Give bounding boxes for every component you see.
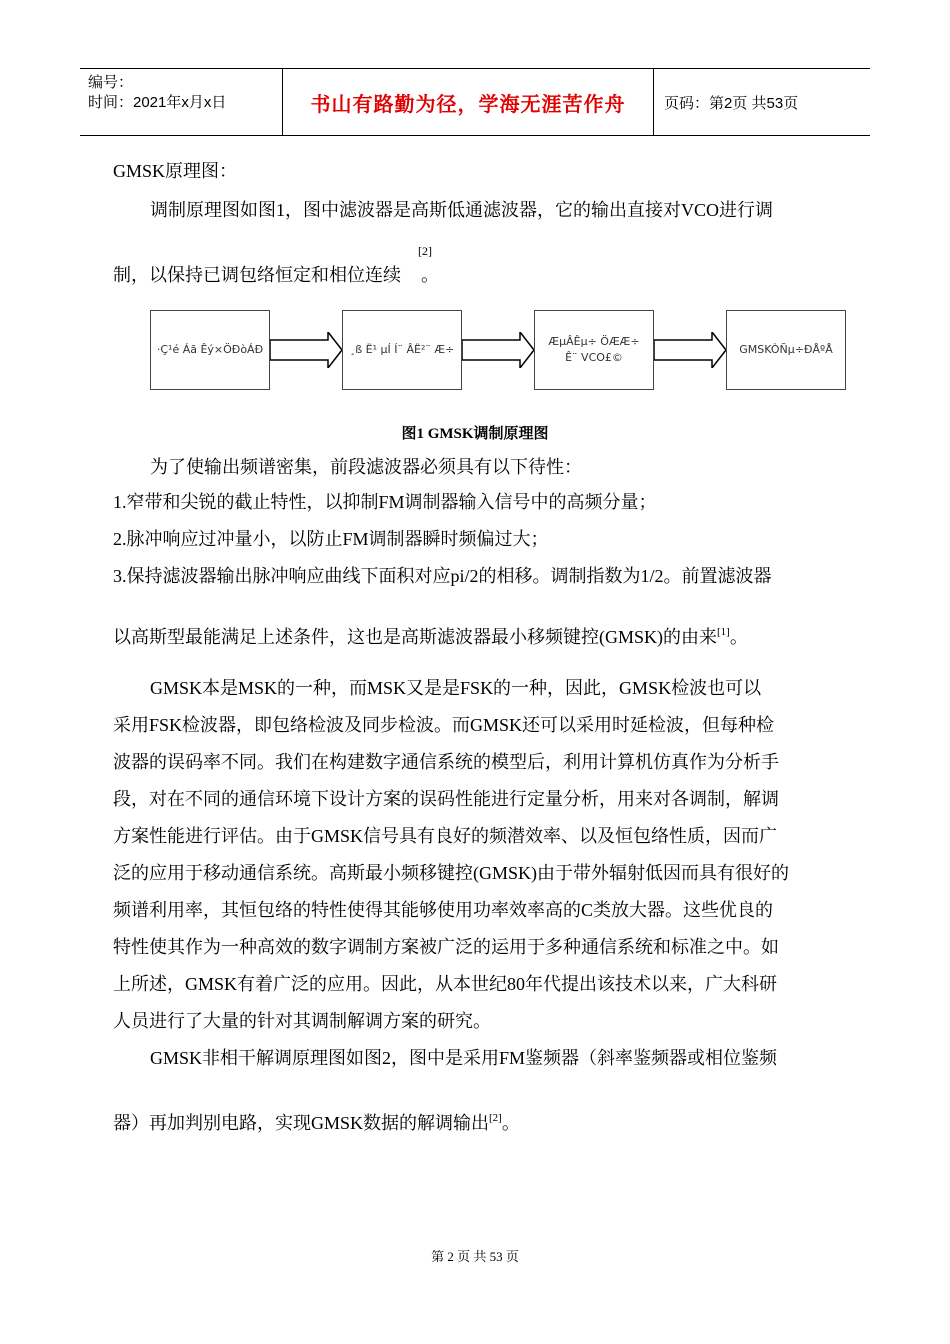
arrow-icon: [654, 332, 726, 368]
list-item: 1.窄带和尖锐的截止特性，以抑制FM调制器输入信号中的高频分量；: [113, 492, 657, 512]
header-page-label: 页码：第2页 共53页: [664, 94, 799, 112]
paragraph-line: 采用FSK检波器，即包络检波及同步检波。而GMSK还可以采用时延检波，但每种检: [113, 715, 775, 735]
section-heading: GMSK原理图：: [113, 161, 238, 181]
page-header: [80, 68, 870, 136]
diagram-box-input: [150, 310, 270, 390]
diagram-box-vco: [534, 310, 654, 390]
citation-ref: [2]: [418, 244, 432, 258]
paragraph-line: 方案性能进行评估。由于GMSK信号具有良好的频潜效率、以及恒包络性质，因而广: [113, 826, 778, 846]
arrow-icon: [270, 332, 342, 368]
date-label: 时间：2021年x月x日: [88, 94, 227, 111]
header-motto: 书山有路勤为径，学海无涯苦作舟: [282, 69, 654, 135]
paragraph-line: 段，对在不同的通信环境下设计方案的误码性能进行定量分析，用来对各调制，解调: [113, 789, 779, 809]
paragraph-text: 器）再加判别电路，实现GMSK数据的解调输出: [113, 1113, 490, 1133]
paragraph-text: 。: [729, 627, 748, 647]
paragraph-text: 。: [501, 1113, 520, 1133]
paragraph-line: 上所述，GMSK有着广泛的应用。因此，从本世纪80年代提出该技术以来，广大科研: [113, 974, 778, 994]
paragraph-text: 制，以保持已调包络恒定和相位连续: [113, 265, 401, 285]
paragraph-line: 波器的误码率不同。我们在构建数字通信系统的模型后，利用计算机仿真作为分析手: [113, 752, 779, 772]
arrow-icon: [462, 332, 534, 368]
diagram-box-output: [726, 310, 846, 390]
paragraph-line: 特性使其作为一种高效的数字调制方案被广泛的运用于多种通信系统和标准之中。如: [113, 937, 779, 957]
paragraph-line: GMSK本是MSK的一种，而MSK又是是FSK的一种，因此，GMSK检波也可以: [150, 678, 762, 698]
diagram-box-filter: [342, 310, 462, 390]
diagram-box-label: GMSKÒÑµ÷ÐÅºÅ: [739, 343, 833, 356]
citation-ref: [2]: [489, 1112, 502, 1124]
number-label: 编号：: [88, 74, 134, 91]
diagram-box-label: ¸ß Ë¹ µÍ Í¨ ÂË²¨ Æ÷: [349, 343, 455, 356]
paragraph-line: 泛的应用于移动通信系统。高斯最小频移键控(GMSK)由于带外辐射低因而具有很好的: [113, 863, 789, 883]
paragraph-line: [113, 1112, 520, 1134]
diagram-box-label: ÆµÂÊµ÷ ÖÆÆ÷ Ê¨ VCO£©: [548, 335, 640, 364]
paragraph-line: 频谱利用率，其恒包络的特性使得其能够使用功率效率高的C类放大器。这些优良的: [113, 900, 774, 920]
paragraph-line: 人员进行了大量的针对其调制解调方案的研究。: [113, 1011, 491, 1031]
list-item: 2.脉冲响应过冲量小，以防止FM调制器瞬时频偏过大；: [113, 529, 549, 549]
paragraph-line: 调制原理图如图1，图中滤波器是高斯低通滤波器，它的输出直接对VCO进行调: [150, 200, 774, 220]
paragraph-line: GMSK非相干解调原理图如图2，图中是采用FM鉴频器（斜率鉴频器或相位鉴频: [150, 1048, 778, 1068]
diagram-box-label: ·Ç¹é Áã Êý×ÖÐòÁÐ: [156, 343, 264, 356]
figure-caption: 图1 GMSK调制原理图: [401, 426, 549, 442]
paragraph-text: 以高斯型最能满足上述条件，这也是高斯滤波器最小移频键控(GMSK)的由来: [113, 627, 717, 647]
header-meta: [80, 69, 282, 135]
page-footer: 第 2 页 共 53 页: [431, 1249, 519, 1264]
modulation-diagram: [150, 310, 850, 392]
list-item: 3.保持滤波器输出脉冲响应曲线下面积对应pi/2的相移。调制指数为1/2。前置滤波器: [113, 566, 772, 586]
paragraph-text: 。: [421, 265, 439, 285]
paragraph-line: 为了使输出频谱密集，前段滤波器必须具有以下待性：: [150, 457, 582, 477]
paragraph-line: [113, 264, 439, 286]
citation-ref: [1]: [717, 626, 730, 638]
paragraph-line: [113, 626, 748, 648]
